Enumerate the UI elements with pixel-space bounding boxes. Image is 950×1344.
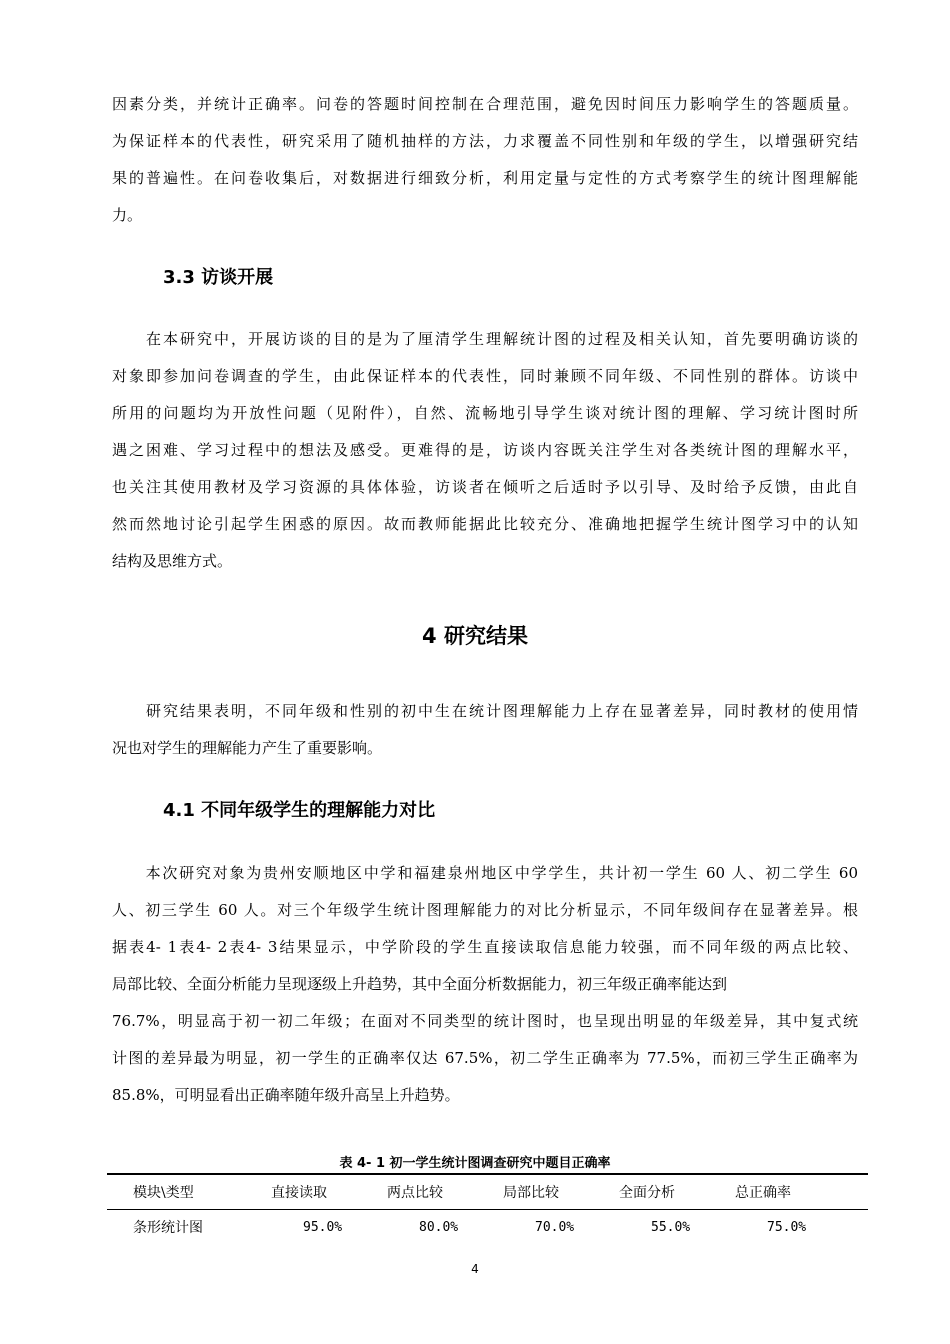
text-line: 也关注其使用教材及学习资源的具体体验，访谈者在倾听之后适时予以引导、及时给予反馈，由此自 [112, 478, 858, 496]
chapter-heading-4: 4 研究结果 [422, 624, 528, 648]
table-header-cell: 全面分析 [619, 1185, 675, 1201]
table-cell: 55.0% [651, 1219, 691, 1235]
table-header-cell: 局部比较 [503, 1185, 559, 1201]
text-line: 果的普遍性。在问卷收集后，对数据进行细致分析，利用定量与定性的方式考察学生的统计图理解能 [112, 169, 858, 187]
table-header-row [107, 1174, 868, 1210]
section-heading-4-1: 4.1 不同年级学生的理解能力对比 [163, 800, 436, 821]
accuracy-table [107, 1173, 868, 1244]
paragraph-grade-comparison [112, 855, 858, 1114]
text-line: 对象即参加问卷调查的学生，由此保证样本的代表性，同时兼顾不同年级、不同性别的群体。访谈中 [112, 367, 858, 385]
text-line: 况也对学生的理解能力产生了重要影响。 [112, 739, 383, 757]
text-line: 局部比较、全面分析能力呈现逐级上升趋势，其中全面分析数据能力，初三年级正确率能达到 [112, 975, 728, 993]
table-cell: 75.0% [767, 1219, 807, 1235]
table-caption: 表 4- 1 初一学生统计图调查研究中题目正确率 [339, 1156, 611, 1171]
table-header-cell: 两点比较 [387, 1185, 443, 1201]
table-cell: 95.0% [303, 1219, 343, 1235]
text-line: 85.8%，可明显看出正确率随年级升高呈上升趋势。 [112, 1086, 460, 1104]
table-cell: 80.0% [419, 1219, 459, 1235]
table-cell: 70.0% [535, 1219, 575, 1235]
text-line: 结构及思维方式。 [112, 552, 233, 570]
page-number: 4 [471, 1262, 479, 1276]
table-row-label: 条形统计图 [133, 1220, 203, 1236]
text-line: 计图的差异最为明显，初一学生的正确率仅达 67.5%，初二学生正确率为 77.5%，而初三学生正确率为 [112, 1049, 858, 1067]
table-header-cell: 直接读取 [271, 1185, 327, 1201]
text-line: 所用的问题均为开放性问题（见附件），自然、流畅地引导学生谈对统计图的理解、学习统计图时所 [112, 404, 858, 422]
text-line: 然而然地讨论引起学生困惑的原因。故而教师能据此比较充分、准确地把握学生统计图学习中的认知 [112, 515, 858, 533]
table-row [107, 1210, 868, 1245]
text-line: 研究结果表明，不同年级和性别的初中生在统计图理解能力上存在显著差异，同时教材的使用情 [112, 702, 858, 720]
table-header-cell: 模块\类型 [133, 1185, 194, 1201]
text-line: 力。 [112, 206, 143, 224]
text-line: 因素分类，并统计正确率。问卷的答题时间控制在合理范围，避免因时间压力影响学生的答题质量。 [112, 95, 858, 113]
paragraph-interview [112, 321, 858, 580]
text-line: 据表4- 1表4- 2表4- 3结果显示，中学阶段的学生直接读取信息能力较强，而不同年级的两点比较、 [112, 938, 858, 956]
text-line: 为保证样本的代表性，研究采用了随机抽样的方法，力求覆盖不同性别和年级的学生，以增强研究结 [112, 132, 858, 150]
table-header-cell: 总正确率 [735, 1185, 791, 1201]
paragraph-results-intro [112, 693, 858, 767]
text-line: 76.7%，明显高于初一初二年级；在面对不同类型的统计图时，也呈现出明显的年级差异，其中复式统 [112, 1012, 858, 1030]
text-line: 在本研究中，开展访谈的目的是为了厘清学生理解统计图的过程及相关认知，首先要明确访谈的 [112, 330, 858, 348]
text-line: 遇之困难、学习过程中的想法及感受。更难得的是，访谈内容既关注学生对各类统计图的理解水平， [112, 441, 858, 459]
paragraph-questionnaire [112, 86, 858, 234]
text-line: 人、初三学生 60 人。对三个年级学生统计图理解能力的对比分析显示，不同年级间存在显著差异。根 [112, 901, 858, 919]
section-heading-3-3: 3.3 访谈开展 [163, 267, 274, 288]
text-line: 本次研究对象为贵州安顺地区中学和福建泉州地区中学学生，共计初一学生 60 人、初二学生 60 [112, 864, 858, 882]
